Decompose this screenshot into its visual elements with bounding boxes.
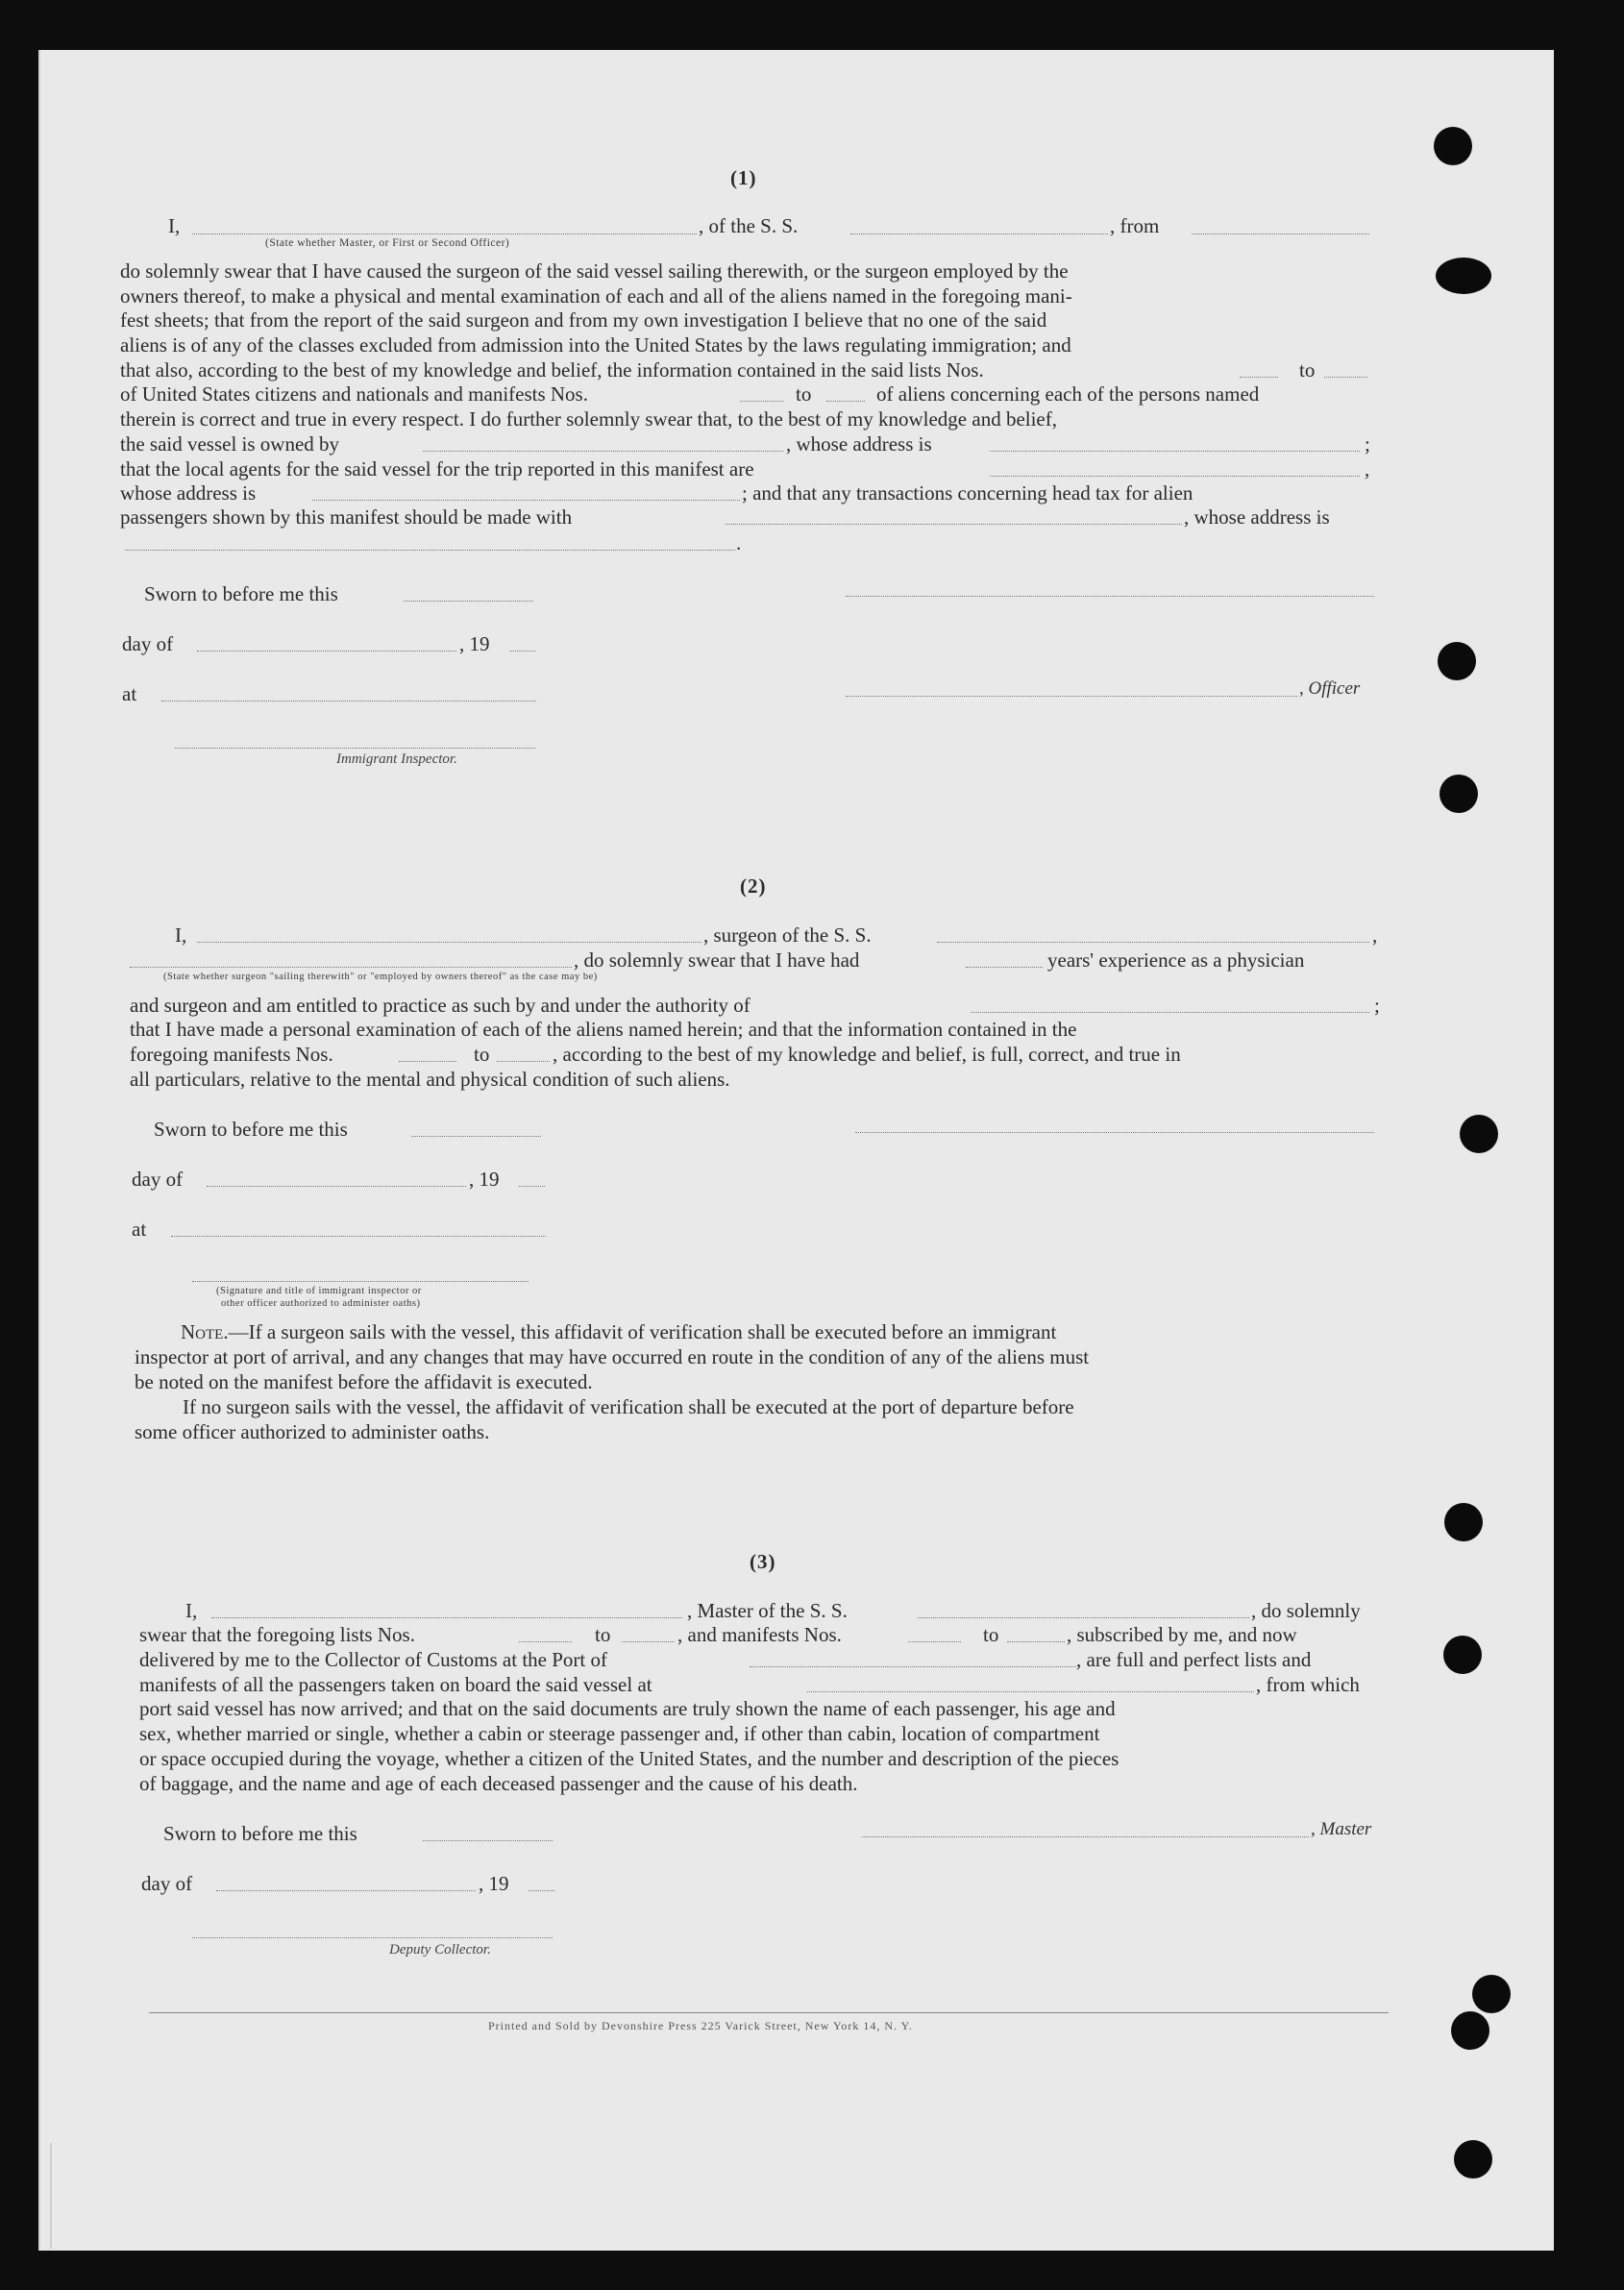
master-label: , Master (1311, 1819, 1372, 1839)
section-2-authority: and surgeon and am entitled to practice as such by and under the authority of (130, 994, 750, 1017)
punch-hole (1443, 1636, 1482, 1674)
to-word: to (474, 1043, 490, 1066)
note-text: —If a surgeon sails with the vessel, this affidavit of verification shall be executed before an immigrant (228, 1320, 1057, 1343)
head-tax-contact-field[interactable] (726, 524, 1182, 525)
inspector-signature-field[interactable] (175, 748, 535, 749)
surgeon-vessel-field[interactable] (937, 942, 1369, 943)
section-3-manifests-nos: , and manifests Nos. (677, 1623, 842, 1646)
to-word: to (595, 1623, 611, 1646)
body-line: fest sheets; that from the report of the said surgeon and from my own investigation I believe that no one of the said (120, 308, 1047, 332)
period: . (736, 531, 742, 554)
section-2-surgeon-of-ss: , surgeon of the S. S. (703, 923, 872, 947)
section-3-year: , 19 (479, 1872, 509, 1895)
section-3-do-solemnly: , do solemnly (1251, 1599, 1361, 1622)
punch-hole (1438, 642, 1476, 680)
section-2-note-2: inspector at port of arrival, and any changes that may have occurred en route in the condition of any of the aliens must (135, 1345, 1090, 1368)
surgeon-manifests-to-field[interactable] (497, 1061, 550, 1062)
section-3-number: (3) (750, 1550, 776, 1573)
master-manifests-from-field[interactable] (908, 1641, 961, 1642)
citizen-lists-to-field[interactable] (1324, 377, 1367, 378)
section-2-note-5: some officer authorized to administer oaths. (135, 1420, 490, 1443)
section-3-master-of-ss: , Master of the S. S. (687, 1599, 848, 1622)
section-1-head-tax: ; and that any transactions concerning head tax for alien (742, 481, 1193, 505)
punch-hole (1439, 775, 1478, 813)
section-1-of-ss: , of the S. S. (699, 214, 799, 237)
section-3-body-8: of baggage, and the name and age of each deceased passenger and the cause of his death. (139, 1772, 858, 1795)
local-agents-field[interactable] (990, 476, 1360, 477)
section-1-from: , from (1110, 214, 1160, 237)
section-2-note-1 (181, 1319, 1056, 1344)
alien-manifests-to-field[interactable] (826, 401, 865, 402)
section-2-manifests-nos: foregoing manifests Nos. (130, 1043, 333, 1066)
citizen-lists-from-field[interactable] (1240, 377, 1278, 378)
section-2-day-of: day of (132, 1168, 184, 1191)
section-1-owner-address: , whose address is (786, 432, 932, 456)
alien-manifests-from-field[interactable] (740, 401, 783, 402)
officer-title-note: (State whether Master, or First or Second Officer) (265, 237, 510, 249)
section-2-note-4: If no surgeon sails with the vessel, the affidavit of verification shall be executed at the port of departure before (183, 1395, 1074, 1418)
section-1-i: I, (168, 214, 181, 237)
to-word: to (1299, 358, 1316, 382)
punch-hole (1451, 2011, 1489, 2050)
section-1-local-agents: that the local agents for the said vessel for the trip reported in this manifest are (120, 457, 754, 480)
officer-signature-field[interactable] (846, 596, 1374, 597)
section-1-at: at (122, 682, 137, 705)
section-3-body-5: port said vessel has now arrived; and that on the said documents are truly shown the name of each passenger, his age and (139, 1697, 1116, 1720)
section-1-year: , 19 (459, 632, 490, 655)
punch-hole (1454, 2140, 1492, 2179)
section-2-knowledge: , according to the best of my knowledge and belief, is full, correct, and true in (553, 1043, 1181, 1066)
section-1-manifests-nos: of United States citizens and nationals and manifests Nos. (120, 382, 588, 406)
footer-rule (149, 2012, 1389, 2013)
section-1-correct: therein is correct and true in every respect. I do further solemnly swear that, to the best of my knowledge and belief, (120, 407, 1057, 431)
section-1-passengers-shown: passengers shown by this manifest should be made with (120, 505, 573, 529)
section-3-passengers-at: manifests of all the passengers taken on board the said vessel at (139, 1673, 652, 1696)
surgeon-status-note: (State whether surgeon "sailing therewith" or "employed by owners thereof" as the case may be) (163, 972, 598, 982)
deputy-collector-label: Deputy Collector. (389, 1942, 491, 1958)
section-2-particulars: all particulars, relative to the mental and physical condition of such aliens. (130, 1068, 730, 1091)
section-1-number: (1) (730, 166, 757, 189)
body-line: do solemnly swear that I have caused the surgeon of the said vessel sailing therewith, or the surgeon employed by the (120, 259, 1069, 283)
body-line: aliens is of any of the classes excluded from admission into the United States by the laws regulating immigration; and (120, 332, 1071, 357)
signature-note: other officer authorized to administer oaths) (221, 1298, 421, 1309)
section-2-i: I, (175, 923, 187, 947)
section-1-whose-address: whose address is (120, 481, 257, 505)
master-signature-field[interactable] (862, 1836, 1309, 1837)
master-lists-from-field[interactable] (519, 1641, 572, 1642)
section-2-note-3: be noted on the manifest before the affidavit is executed. (135, 1370, 593, 1393)
master-name-field[interactable] (211, 1617, 682, 1618)
section-1-lists-nos: that also, according to the best of my knowledge and belief, the information contained in the said lists Nos. (120, 358, 984, 382)
sworn-date-field[interactable] (423, 1840, 553, 1841)
surgeon-name-field[interactable] (197, 942, 701, 943)
semicolon: ; (1365, 432, 1370, 456)
to-word: to (796, 382, 812, 406)
printer-imprint: Printed and Sold by Devonshire Press 225 Varick Street, New York 14, N. Y. (488, 2019, 913, 2032)
head-tax-address-field[interactable] (125, 550, 735, 551)
section-2-years-experience: years' experience as a physician (1047, 948, 1305, 972)
section-3-i: I, (185, 1599, 198, 1622)
inspector-signature-field[interactable] (192, 1281, 529, 1282)
year-field[interactable] (509, 651, 535, 652)
punch-hole (1436, 258, 1491, 294)
agents-address-field[interactable] (312, 500, 740, 501)
master-lists-to-field[interactable] (622, 1641, 675, 1642)
authority-field[interactable] (971, 1012, 1369, 1013)
deputy-signature-field[interactable] (192, 1937, 553, 1938)
section-3-body-6: sex, whether married or single, whether a cabin or steerage passenger and, if other than cabin, location of compartment (139, 1722, 1100, 1745)
signature-note: (Signature and title of immigrant inspector or (216, 1286, 422, 1296)
section-1-sworn: Sworn to before me this (144, 582, 338, 605)
section-1-aliens-concerning: of aliens concerning each of the persons named (876, 382, 1260, 406)
section-2-examination: that I have made a personal examination of each of the aliens named herein; and that the information contained in the (130, 1018, 1077, 1041)
semicolon: ; (1374, 994, 1380, 1017)
to-word: to (983, 1623, 999, 1646)
note-label: Note. (181, 1320, 229, 1343)
port-of-arrival-field[interactable] (750, 1666, 1076, 1667)
officer-title-line[interactable] (846, 696, 1297, 697)
vessel-owner-field[interactable] (423, 451, 783, 452)
day-of-month-field[interactable] (207, 1186, 466, 1187)
sworn-date-field[interactable] (404, 601, 533, 602)
immigrant-inspector-label: Immigrant Inspector. (336, 751, 457, 767)
section-3-from-which: , from which (1256, 1673, 1360, 1696)
section-2-do-swear: , do solemnly swear that I have had (574, 948, 860, 972)
section-1-owned-by: the said vessel is owned by (120, 432, 340, 456)
section-1-whose-address-end: , whose address is (1184, 505, 1330, 529)
port-of-embarkation-field[interactable] (807, 1691, 1254, 1692)
section-2-year: , 19 (469, 1168, 500, 1191)
sworn-at-field[interactable] (161, 701, 536, 702)
section-3-lists-nos: swear that the foregoing lists Nos. (139, 1623, 415, 1646)
section-3-body-7: or space occupied during the voyage, whether a citizen of the United States, and the number and description of the pieces (139, 1747, 1120, 1770)
year-field[interactable] (529, 1890, 554, 1891)
years-experience-field[interactable] (966, 967, 1043, 968)
section-2-at: at (132, 1218, 147, 1241)
section-3-sworn: Sworn to before me this (163, 1822, 357, 1845)
section-2-sworn: Sworn to before me this (154, 1118, 348, 1141)
section-2-number: (2) (740, 874, 767, 898)
master-manifests-to-field[interactable] (1007, 1641, 1065, 1642)
punch-hole (1434, 127, 1472, 165)
officer-label: , Officer (1299, 678, 1361, 699)
section-1-body (120, 259, 1372, 357)
body-line: owners thereof, to make a physical and mental examination of each and all of the aliens named in the foregoing mani- (120, 283, 1072, 308)
sworn-at-field[interactable] (171, 1236, 546, 1237)
section-1-day-of: day of (122, 632, 174, 655)
punch-hole (1444, 1503, 1483, 1541)
owner-address-field[interactable] (990, 451, 1360, 452)
punch-hole (1472, 1975, 1511, 2013)
section-3-day-of: day of (141, 1872, 193, 1895)
section-3-subscribed: , subscribed by me, and now (1067, 1623, 1297, 1646)
surgeon-signature-field[interactable] (855, 1132, 1374, 1133)
day-of-month-field[interactable] (216, 1890, 476, 1891)
punch-hole (1460, 1115, 1498, 1153)
form-sheet-bottom (50, 2143, 1551, 2249)
surgeon-status-field[interactable] (130, 967, 572, 968)
section-3-full-lists: , are full and perfect lists and (1076, 1648, 1312, 1671)
sworn-date-field[interactable] (411, 1136, 541, 1137)
year-field[interactable] (519, 1186, 545, 1187)
master-vessel-field[interactable] (918, 1617, 1249, 1618)
section-3-collector: delivered by me to the Collector of Customs at the Port of (139, 1648, 607, 1671)
comma: , (1372, 923, 1378, 947)
surgeon-manifests-from-field[interactable] (399, 1061, 456, 1062)
day-of-month-field[interactable] (197, 651, 456, 652)
comma: , (1365, 457, 1370, 480)
